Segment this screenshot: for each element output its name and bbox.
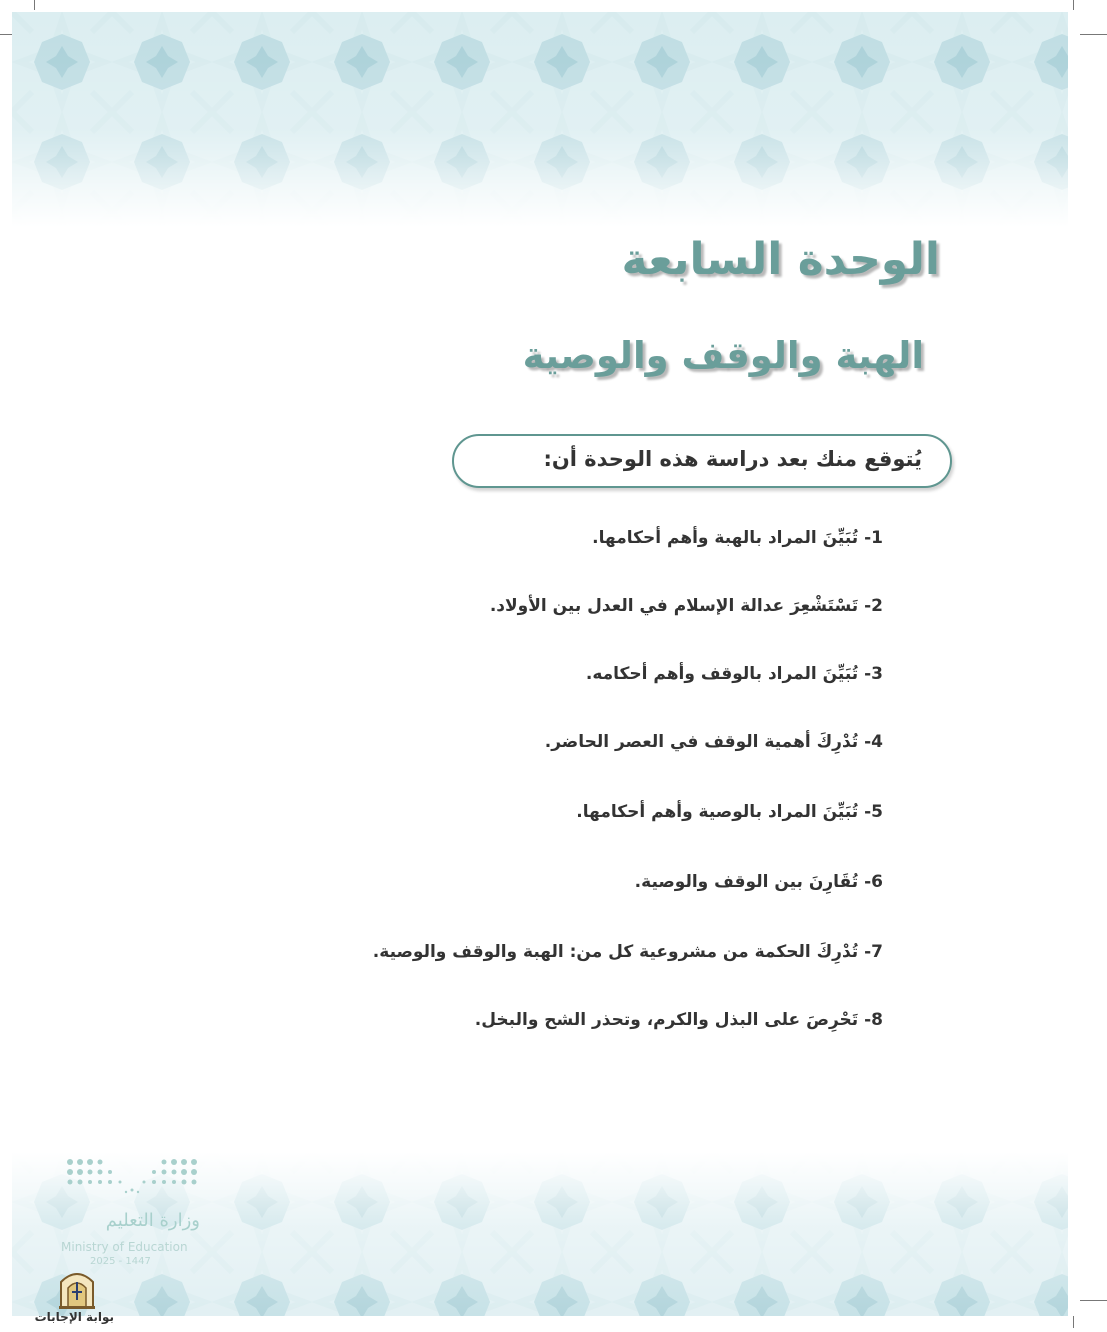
objective-text: تُبَيِّنَ المراد بالوقف وأهم أحكامه. xyxy=(585,664,859,684)
objective-text: تُبَيِّنَ المراد بالوصية وأهم أحكامها. xyxy=(576,802,859,822)
objective-text: تُبَيِّنَ المراد بالهبة وأهم أحكامها. xyxy=(592,528,859,548)
ministry-name-en: Ministry of Education xyxy=(61,1240,188,1254)
objective-text: تَسْتَشْعِرَ عدالة الإسلام في العدل بين الأولاد. xyxy=(489,596,859,616)
list-item xyxy=(373,942,883,962)
unit-subtitle: الهبة والوقف والوصية xyxy=(522,334,924,377)
crop-mark xyxy=(1080,34,1107,35)
objective-number: 8- xyxy=(864,1010,883,1030)
crop-mark xyxy=(1080,1300,1107,1301)
ministry-dots-icon xyxy=(64,1156,200,1200)
crop-mark xyxy=(1073,1316,1074,1328)
objective-text: تُدْرِكَ الحكمة من مشروعية كل من: الهبة والوقف والوصية. xyxy=(372,942,859,962)
ministry-logo xyxy=(58,1152,208,1267)
objective-number: 6- xyxy=(864,872,883,892)
crop-mark xyxy=(1073,0,1074,10)
objective-number: 3- xyxy=(864,664,883,684)
objectives-intro-box xyxy=(452,434,952,488)
objective-number: 2- xyxy=(864,596,883,616)
list-item xyxy=(635,872,883,892)
list-item xyxy=(475,1010,883,1030)
objective-number: 4- xyxy=(864,732,883,752)
objective-text: تَحْرِصَ على البذل والكرم، وتحذر الشح والبخل. xyxy=(474,1010,859,1030)
objective-number: 7- xyxy=(864,942,883,962)
objective-text: تُدْرِكَ أهمية الوقف في العصر الحاضر. xyxy=(544,732,859,752)
list-item xyxy=(592,528,883,548)
site-watermark xyxy=(34,1266,114,1332)
list-item xyxy=(586,664,883,684)
mosque-gate-icon xyxy=(57,1266,97,1310)
watermark-label: بوابة الإجابات xyxy=(34,1310,114,1324)
objective-number: 1- xyxy=(864,528,883,548)
book-page xyxy=(12,12,1068,1324)
list-item xyxy=(490,596,883,616)
list-item xyxy=(576,802,883,822)
ministry-name-ar: وزارة التعليم xyxy=(105,1210,200,1231)
objective-text: تُقَارِنَ بين الوقف والوصية. xyxy=(634,872,859,892)
top-pattern-band xyxy=(12,12,1068,227)
edition-year: 2025 - 1447 xyxy=(90,1256,151,1267)
list-item xyxy=(545,732,883,752)
crop-mark xyxy=(34,0,35,10)
unit-title: الوحدة السابعة xyxy=(621,234,940,285)
objectives-intro: يُتوقع منك بعد دراسة هذه الوحدة أن: xyxy=(543,447,922,471)
objective-number: 5- xyxy=(864,802,883,822)
